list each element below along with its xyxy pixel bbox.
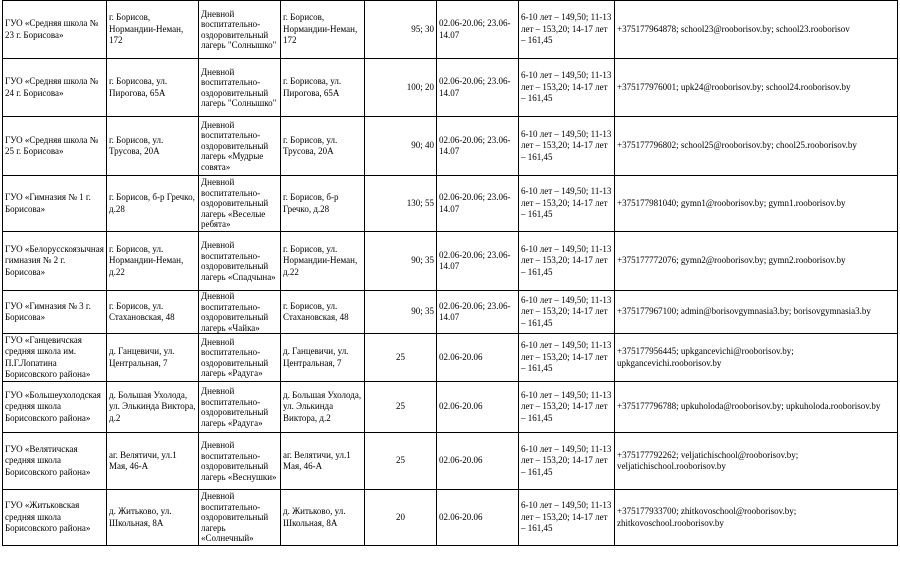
- dates-cell: 02.06-20.06; 23.06-14.07: [437, 59, 519, 117]
- school-name-cell: ГУО «Белорусскоязычная гимназия № 2 г. Борисова»: [3, 232, 107, 291]
- camp-address-cell: д. Большая Ухолода, ул. Элькинда Виктора, д.2: [281, 382, 365, 433]
- dates-cell: 02.06-20.06: [437, 334, 519, 382]
- places-cell: 20: [365, 490, 437, 546]
- camp-name-cell: Дневной воспитательно-оздоровительный лагерь «Чайка»: [199, 291, 281, 334]
- table-row: [3, 291, 898, 334]
- dates-cell: 02.06-20.06: [437, 490, 519, 546]
- contacts-cell: +375177967100; admin@borisovgymnasia3.by; borisovgymnasia3.by: [615, 291, 898, 334]
- table-row: [3, 117, 898, 176]
- table-row: [3, 334, 898, 382]
- dates-cell: 02.06-20.06; 23.06-14.07: [437, 176, 519, 232]
- camp-address-cell: г. Борисов, ул. Стахановская, 48: [281, 291, 365, 334]
- school-address-cell: г. Борисов, ул. Стахановская, 48: [107, 291, 199, 334]
- school-address-cell: д. Ганцевичи, ул. Центральная, 7: [107, 334, 199, 382]
- camps-table: [2, 0, 898, 546]
- camp-name-cell: Дневной воспитательно-оздоровительный лагерь «Спадчына»: [199, 232, 281, 291]
- dates-cell: 02.06-20.06; 23.06-14.07: [437, 117, 519, 176]
- table-row: [3, 59, 898, 117]
- school-address-cell: д. Большая Ухолода, ул. Элькинда Виктора, д.2: [107, 382, 199, 433]
- contacts-cell: +375177772076; gymn2@rooborisov.by; gymn2.rooborisov.by: [615, 232, 898, 291]
- school-name-cell: ГУО «Гимназия № 3 г. Борисова»: [3, 291, 107, 334]
- school-name-cell: ГУО «Гимназия № 1 г. Борисова»: [3, 176, 107, 232]
- places-cell: 25: [365, 334, 437, 382]
- price-cell: 6-10 лет – 149,50; 11-13 лет – 153,20; 14-17 лет – 161,45: [519, 291, 615, 334]
- camp-address-cell: д. Ганцевичи, ул. Центральная, 7: [281, 334, 365, 382]
- price-cell: 6-10 лет – 149,50; 11-13 лет – 153,20; 14-17 лет – 161,45: [519, 232, 615, 291]
- school-address-cell: г. Борисова, ул. Пирогова, 65А: [107, 59, 199, 117]
- camp-name-cell: Дневной воспитательно-оздоровительный лагерь "Солнышко": [199, 59, 281, 117]
- price-cell: 6-10 лет – 149,50; 11-13 лет – 153,20; 14-17 лет – 161,45: [519, 490, 615, 546]
- places-cell: 90; 35: [365, 291, 437, 334]
- places-cell: 25: [365, 382, 437, 433]
- camp-address-cell: г. Борисов, б-р Гречко, д.28: [281, 176, 365, 232]
- contacts-cell: +375177981040; gymn1@rooborisov.by; gymn1.rooborisov.by: [615, 176, 898, 232]
- camp-name-cell: Дневной воспитательно-оздоровительный лагерь "Солнышко": [199, 1, 281, 59]
- camp-address-cell: г. Борисова, ул. Пирогова, 65А: [281, 59, 365, 117]
- table-row: [3, 433, 898, 490]
- dates-cell: 02.06-20.06: [437, 433, 519, 490]
- school-name-cell: ГУО «Велятичская средняя школа Борисовского района»: [3, 433, 107, 490]
- places-cell: 90; 35: [365, 232, 437, 291]
- camp-name-cell: Дневной воспитательно-оздоровительный лагерь «Радуга»: [199, 382, 281, 433]
- price-cell: 6-10 лет – 149,50; 11-13 лет – 153,20; 14-17 лет – 161,45: [519, 382, 615, 433]
- school-address-cell: г. Борисов, Нормандии-Неман, 172: [107, 1, 199, 59]
- school-address-cell: г. Борисов, ул. Трусова, 20А: [107, 117, 199, 176]
- contacts-cell: +375177933700; zhitkovoschool@rooborisov.by; zhitkovoschool.rooborisov.by: [615, 490, 898, 546]
- school-name-cell: ГУО «Средняя школа № 25 г. Борисова»: [3, 117, 107, 176]
- school-name-cell: ГУО «Житьковская средняя школа Борисовского района»: [3, 490, 107, 546]
- contacts-cell: +375177796788; upkuholoda@rooborisov.by; upkuholoda.rooborisov.by: [615, 382, 898, 433]
- contacts-cell: +375177792262; veljatichischool@rooborisov.by; veljatichischool.rooborisov.by: [615, 433, 898, 490]
- places-cell: 95; 30: [365, 1, 437, 59]
- price-cell: 6-10 лет – 149,50; 11-13 лет – 153,20; 14-17 лет – 161,45: [519, 433, 615, 490]
- price-cell: 6-10 лет – 149,50; 11-13 лет – 153,20; 14-17 лет – 161,45: [519, 1, 615, 59]
- price-cell: 6-10 лет – 149,50; 11-13 лет – 153,20; 14-17 лет – 161,45: [519, 176, 615, 232]
- contacts-cell: +375177796802; school25@rooborisov.by; chool25.rooborisov.by: [615, 117, 898, 176]
- camp-address-cell: д. Житьково, ул. Школьная, 8А: [281, 490, 365, 546]
- camp-address-cell: г. Борисов, ул. Нормандии-Неман, д.22: [281, 232, 365, 291]
- table-row: [3, 176, 898, 232]
- camp-name-cell: Дневной воспитательно-оздоровительный лагерь «Веснушки»: [199, 433, 281, 490]
- contacts-cell: +375177964878; school23@rooborisov.by; school23.rooborisov: [615, 1, 898, 59]
- table-row: [3, 382, 898, 433]
- price-cell: 6-10 лет – 149,50; 11-13 лет – 153,20; 14-17 лет – 161,45: [519, 59, 615, 117]
- school-name-cell: ГУО «Средняя школа № 23 г. Борисова»: [3, 1, 107, 59]
- places-cell: 130; 55: [365, 176, 437, 232]
- price-cell: 6-10 лет – 149,50; 11-13 лет – 153,20; 14-17 лет – 161,45: [519, 117, 615, 176]
- dates-cell: 02.06-20.06; 23.06-14.07: [437, 1, 519, 59]
- camp-name-cell: Дневной воспитательно-оздоровительный лагерь «Мудрые совята»: [199, 117, 281, 176]
- table-row: [3, 232, 898, 291]
- school-name-cell: ГУО «Большеухолодская средняя школа Борисовского района»: [3, 382, 107, 433]
- camp-address-cell: г. Борисов, ул. Трусова, 20А: [281, 117, 365, 176]
- school-name-cell: ГУО «Средняя школа № 24 г. Борисова»: [3, 59, 107, 117]
- table-row: [3, 1, 898, 59]
- places-cell: 90; 40: [365, 117, 437, 176]
- table-row: [3, 490, 898, 546]
- camp-name-cell: Дневной воспитательно-оздоровительный лагерь «Веселые ребята»: [199, 176, 281, 232]
- school-address-cell: д. Житьково, ул. Школьная, 8А: [107, 490, 199, 546]
- contacts-cell: +375177956445; upkgancevichi@rooborisov.by; upkgancevichi.rooborisov.by: [615, 334, 898, 382]
- contacts-cell: +375177976001; upk24@rooborisov.by; school24.rooborisov.by: [615, 59, 898, 117]
- dates-cell: 02.06-20.06: [437, 382, 519, 433]
- school-name-cell: ГУО «Ганцевичская средняя школа им. П.Г.Лопатина Борисовского района»: [3, 334, 107, 382]
- camp-name-cell: Дневной воспитательно-оздоровительный лагерь «Радуга»: [199, 334, 281, 382]
- places-cell: 100; 20: [365, 59, 437, 117]
- price-cell: 6-10 лет – 149,50; 11-13 лет – 153,20; 14-17 лет – 161,45: [519, 334, 615, 382]
- dates-cell: 02.06-20.06; 23.06-14.07: [437, 291, 519, 334]
- camp-address-cell: г. Борисов, Нормандии-Неман, 172: [281, 1, 365, 59]
- camp-address-cell: аг. Велятичи, ул.1 Мая, 46-А: [281, 433, 365, 490]
- school-address-cell: г. Борисов, б-р Гречко, д.28: [107, 176, 199, 232]
- camp-name-cell: Дневной воспитательно-оздоровительный лагерь «Солнечный»: [199, 490, 281, 546]
- dates-cell: 02.06-20.06; 23.06-14.07: [437, 232, 519, 291]
- school-address-cell: аг. Велятичи, ул.1 Мая, 46-А: [107, 433, 199, 490]
- school-address-cell: г. Борисов, ул. Нормандии-Неман, д.22: [107, 232, 199, 291]
- places-cell: 25: [365, 433, 437, 490]
